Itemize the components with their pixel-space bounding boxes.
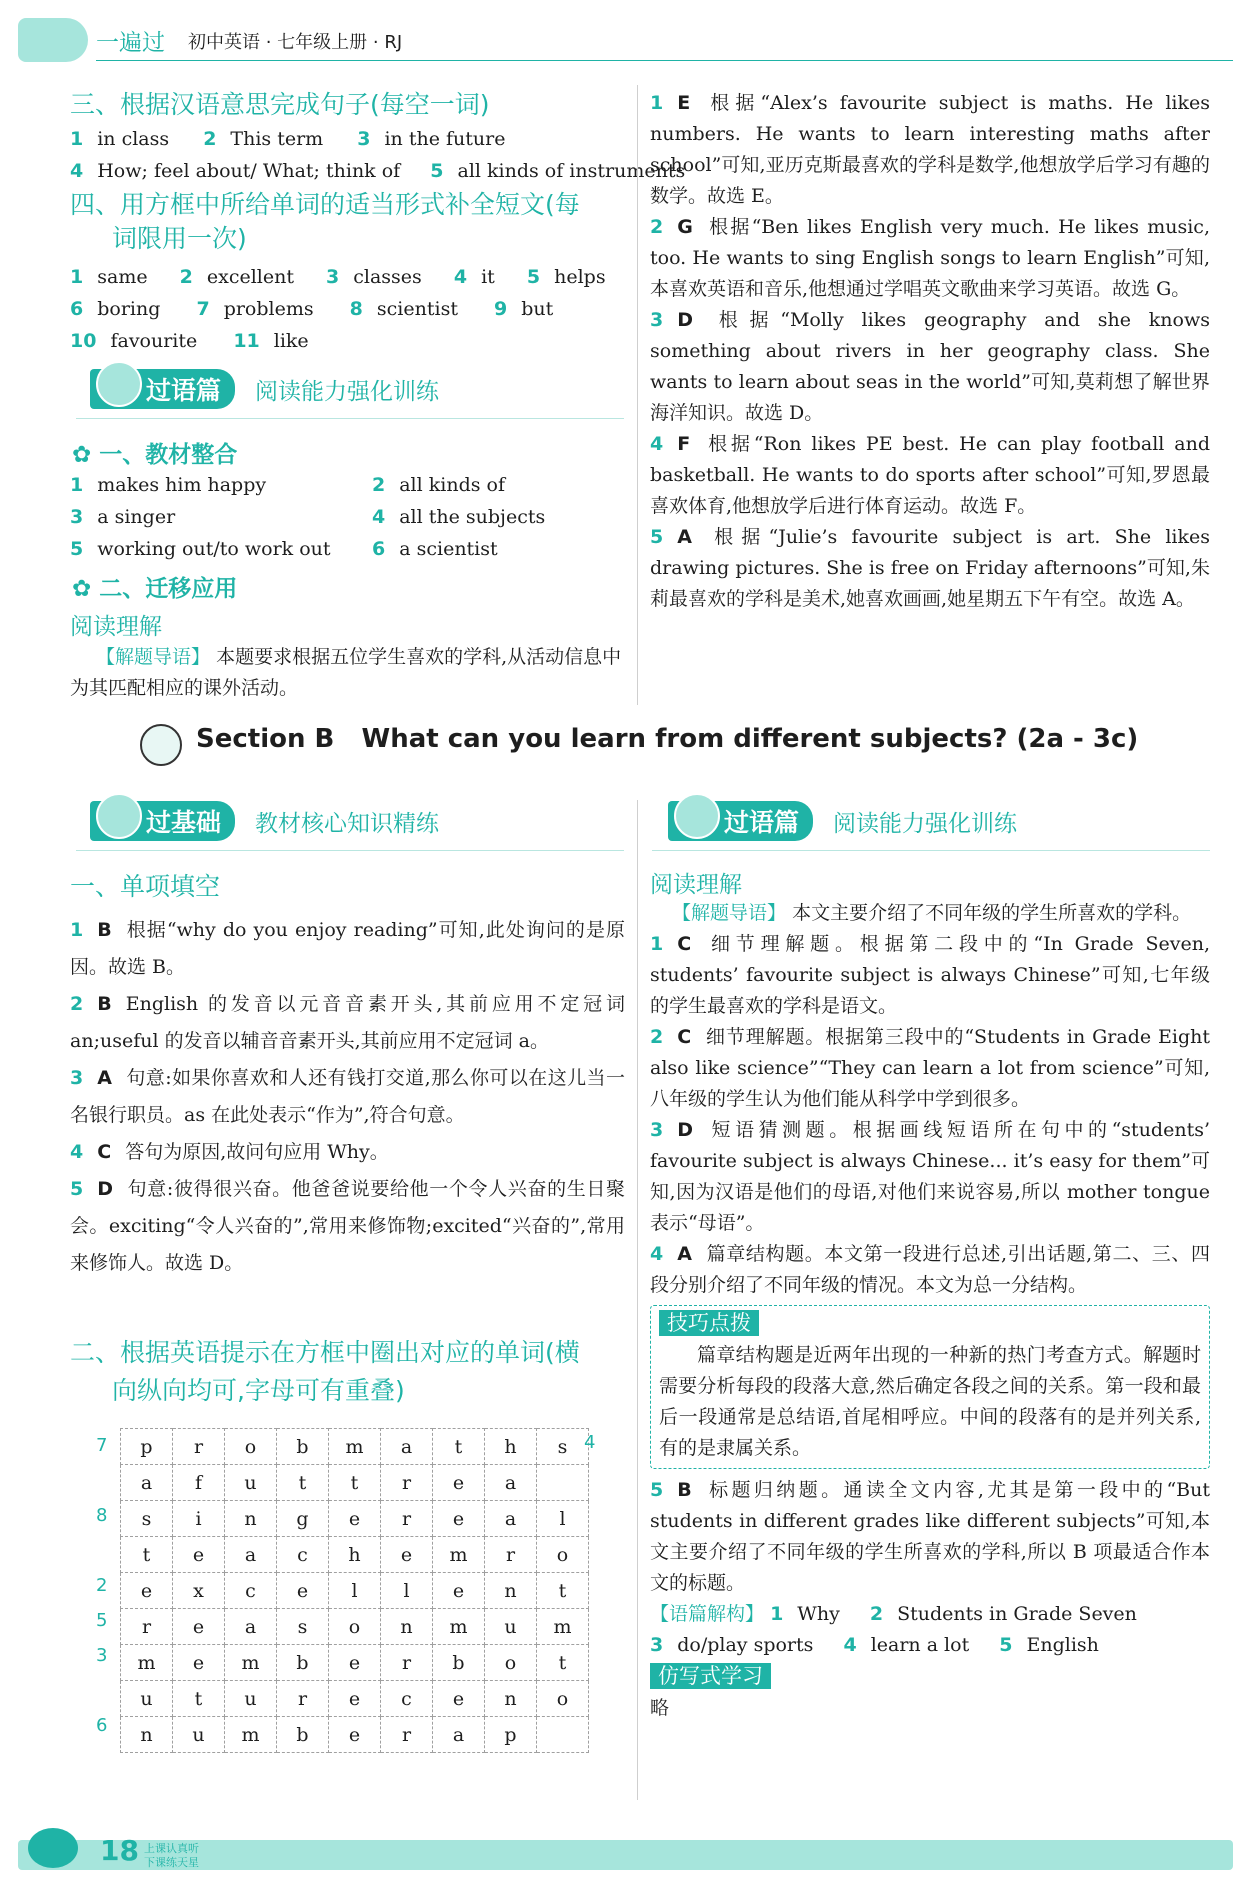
sub-transfer: ✿ 二、迁移应用 (72, 576, 238, 602)
grid-cell: p (485, 1717, 537, 1753)
grid-row (121, 1429, 589, 1465)
grid-cell: m (537, 1609, 589, 1645)
right-top-items (650, 88, 1210, 615)
grid-cell: t (537, 1645, 589, 1681)
grid-row (121, 1681, 589, 1717)
answer-item: 5 D 句意:彼得很兴奋。他爸爸说要给他一个令人兴奋的生日聚会。exciting“令人兴奋的”,常用来修饰物;excited“兴奋的”,常用来修饰人。故选 D。 (70, 1178, 625, 1274)
single-choice-title: 一、单项填空 (70, 872, 221, 901)
grid-cell: r (277, 1681, 329, 1717)
reading-title: 阅读理解 (650, 872, 742, 898)
grid-cell: e (381, 1537, 433, 1573)
grid-cell: l (329, 1573, 381, 1609)
grid-cell: a (485, 1465, 537, 1501)
grid-row (121, 1645, 589, 1681)
page-header (18, 18, 1233, 62)
answer-item: 3 A 句意:如果你喜欢和人还有钱打交道,那么你可以在这儿当一名银行职员。as 在此处表示“作为”,符合句意。 (70, 1067, 625, 1126)
section-4-title-2: 词限用一次) (112, 224, 247, 253)
header-brand: 一遍过 (96, 30, 165, 56)
grid-cell: e (433, 1465, 485, 1501)
grid-cell: h (485, 1429, 537, 1465)
grid-cell: l (381, 1573, 433, 1609)
grid-cell: t (329, 1465, 381, 1501)
grid-cell: c (381, 1681, 433, 1717)
mascot-icon (96, 361, 142, 407)
grid-cell: e (329, 1681, 381, 1717)
answer-item: 2 C 细节理解题。根据第三段中的“Students in Grade Eight also like science”“They can learn a lot from science”可知,八年级的学生认为他们能从科学中学到很多。 (650, 1026, 1210, 1110)
grid-cell: a (433, 1717, 485, 1753)
grid-row (121, 1537, 589, 1573)
grid-cell: o (537, 1537, 589, 1573)
page-number: 18 (100, 1834, 139, 1867)
grid-cell: t (537, 1573, 589, 1609)
grid-row (121, 1717, 589, 1753)
grid-cell: e (433, 1681, 485, 1717)
column-divider-bottom (637, 800, 638, 1800)
grid-cell: m (121, 1645, 173, 1681)
answer-item: 2 G 根据“Ben likes English very much. He likes music, too. He wants to sing English songs to learn English”可知,本喜欢英语和音乐,他想通过学唱英文歌曲来学习英语。故选 G。 (650, 216, 1210, 300)
grid-cell: t (173, 1681, 225, 1717)
grid-row (121, 1609, 589, 1645)
grid-cell: m (433, 1609, 485, 1645)
grid-cell: b (277, 1429, 329, 1465)
grid-cell: g (277, 1501, 329, 1537)
sec4-line2: 6 boring 7 problems 8 scientist 9 but (70, 298, 554, 320)
grid-right-label: 4 (584, 1432, 596, 1453)
sec3-line2: 4 How; feel about/ What; think of 5 all kinds of instruments (70, 160, 686, 182)
section-4-title-1: 四、用方框中所给单词的适当形式补全短文(每 (70, 190, 580, 219)
page-footer (18, 1834, 1233, 1870)
answer-item: 3 D 根据“Molly likes geography and she knows something about rivers in her geography class. She wants to learn about seas in the world”可知,莫莉想了解世界海洋知识。故选 D。 (650, 309, 1210, 424)
grid-cell: o (225, 1429, 277, 1465)
grid-cell: t (433, 1429, 485, 1465)
integ-row2: 3 a singer 4 all the subjects (70, 506, 546, 528)
tips-title: 技巧点拨 (659, 1310, 759, 1336)
tips-text: 篇章结构题是近两年出现的一种新的热门考查方式。解题时需要分析每段的段落大意,然后确定各段之间的关系。第一段和最后一段通常是总结语,首尾相呼应。中间的段落有的是并列关系,有的是隶属关系。 (659, 1344, 1201, 1459)
footer-mascot-icon (28, 1828, 78, 1868)
grid-cell: e (433, 1501, 485, 1537)
grid-cell: s (121, 1501, 173, 1537)
grid-row-label: 7 (96, 1435, 108, 1456)
writing-text: 略 (650, 1697, 670, 1719)
grid-cell (537, 1465, 589, 1501)
grid-cell: m (225, 1645, 277, 1681)
sec4-line1: 1 same 2 excellent 3 classes 4 it 5 helps (70, 266, 606, 288)
grid-cell: f (173, 1465, 225, 1501)
grid-cell: a (121, 1465, 173, 1501)
mascot-icon (674, 793, 720, 839)
answer-item: 5 B 标题归纳题。通读全文内容,尤其是第一段中的“But students in different grades like different subjects”可知,本文主要介绍了不同年级的学生所喜欢的学科,所以 B 项最适合作本文的标题。 (650, 1479, 1210, 1594)
grid-cell: r (121, 1609, 173, 1645)
grid-cell: e (121, 1573, 173, 1609)
grid-cell: l (537, 1501, 589, 1537)
answer-item: 4 F 根据“Ron likes PE best. He can play football and basketball. He wants to do sports after school”可知,罗恩最喜欢体育,他想放学后进行体育运动。故选 F。 (650, 433, 1210, 517)
grid-cell: t (277, 1465, 329, 1501)
grid-cell: e (173, 1537, 225, 1573)
grid-cell: s (537, 1429, 589, 1465)
grid-row-label (96, 1463, 107, 1498)
grid-cell: o (537, 1681, 589, 1717)
grid-cell: r (381, 1645, 433, 1681)
grid-cell: e (173, 1609, 225, 1645)
mascot-icon (140, 724, 182, 766)
grid-cell: e (173, 1645, 225, 1681)
grid-cell: r (381, 1717, 433, 1753)
grid-row-label: 8 (96, 1505, 108, 1526)
banner-rule (76, 418, 624, 419)
grid-cell: h (329, 1537, 381, 1573)
grid-cell: u (485, 1609, 537, 1645)
grid-row-label: 3 (96, 1645, 108, 1666)
flower-icon: ✿ (72, 576, 92, 602)
sec4-line3: 10 favourite 11 like (70, 330, 309, 352)
grid-cell: t (121, 1537, 173, 1573)
section-b-title: Section B What can you learn from different subjects? (2a - 3c) (140, 720, 1140, 766)
grid-cell: i (173, 1501, 225, 1537)
word-search-title-2: 向纵向均可,字母可有重叠) (112, 1376, 405, 1405)
grid-cell: r (381, 1501, 433, 1537)
grid-cell: b (433, 1645, 485, 1681)
grid-cell: b (277, 1717, 329, 1753)
grid-cell: e (433, 1573, 485, 1609)
grid-cell: n (225, 1501, 277, 1537)
sec3-line1: 1 in class 2 This term 3 in the future (70, 128, 506, 150)
grid-row-label: 5 (96, 1610, 108, 1631)
grid-cell: u (121, 1681, 173, 1717)
grid-cell: a (485, 1501, 537, 1537)
grid-cell: x (173, 1573, 225, 1609)
grid-cell: s (277, 1609, 329, 1645)
grid-cell: u (173, 1717, 225, 1753)
grid-cell: p (121, 1429, 173, 1465)
grid-cell: a (381, 1429, 433, 1465)
header-rule (96, 60, 1233, 61)
grid-cell: e (329, 1717, 381, 1753)
grid-cell: o (485, 1645, 537, 1681)
footer-slogan-1: 上课认真听 (144, 1842, 199, 1855)
guide-paragraph: 【解题导语】 本题要求根据五位学生喜欢的学科,从活动信息中为其匹配相应的课外活动。 (70, 646, 622, 699)
banner-rule (76, 850, 624, 851)
answer-item: 1 E 根据“Alex’s favourite subject is maths. He likes numbers. He wants to learn interesting maths after school”可知,亚历克斯最喜欢的学科是数学,他想放学后学习有趣的数学。故选 E。 (650, 92, 1210, 207)
section-3-title: 三、根据汉语意思完成句子(每空一词) (70, 90, 490, 119)
grid-row-label: 2 (96, 1575, 108, 1596)
grid-cell: n (381, 1609, 433, 1645)
guide-paragraph: 【解题导语】 本文主要介绍了不同年级的学生所喜欢的学科。 (672, 902, 1192, 924)
banner-rule (652, 850, 1210, 851)
grid-row (121, 1573, 589, 1609)
grid-cell: n (485, 1573, 537, 1609)
grid-cell: c (225, 1573, 277, 1609)
mascot-icon (96, 793, 142, 839)
right-bottom-content (650, 898, 1210, 1724)
grid-cell: b (277, 1645, 329, 1681)
sub-integration: ✿ 一、教材整合 (72, 442, 238, 468)
grid-cell: o (329, 1609, 381, 1645)
grid-row-label (96, 1673, 107, 1708)
grid-cell: e (277, 1573, 329, 1609)
answer-item: 4 C 答句为原因,故问句应用 Why。 (70, 1141, 389, 1163)
writing-title: 仿写式学习 (650, 1661, 1210, 1693)
banner-guoyupian-2: 过语篇 阅读能力强化训练 (668, 802, 1017, 840)
header-subtitle: 初中英语 · 七年级上册 · RJ (188, 32, 403, 53)
column-divider-top (637, 85, 638, 705)
single-choice-items (70, 912, 625, 1282)
grid-cell: u (225, 1681, 277, 1717)
grid-cell: m (225, 1717, 277, 1753)
answer-item: 1 C 细节理解题。根据第二段中的“In Grade Seven, students’ favourite subject is always Chinese”可知,七年级的学生最喜欢的学科是语文。 (650, 933, 1210, 1017)
analysis-line-2: 3 do/play sports 4 learn a lot 5 English (650, 1634, 1099, 1656)
footer-slogan-2: 下课练天星 (144, 1856, 199, 1869)
tips-box (650, 1305, 1210, 1469)
answer-item: 4 A 篇章结构题。本文第一段进行总述,引出话题,第二、三、四段分别介绍了不同年级的情况。本文为总一分结构。 (650, 1243, 1210, 1296)
mascot-logo-icon (18, 18, 88, 62)
grid-row-labels (96, 1428, 107, 1743)
grid-cell: e (329, 1645, 381, 1681)
grid-row-label (96, 1533, 107, 1568)
banner-guojichu: 过基础 教材核心知识精练 (90, 802, 439, 840)
word-search-title-1: 二、根据英语提示在方框中圈出对应的单词(横 (70, 1338, 580, 1367)
grid-cell: r (381, 1465, 433, 1501)
word-search-grid (120, 1428, 589, 1753)
grid-cell: m (433, 1537, 485, 1573)
grid-cell: n (121, 1717, 173, 1753)
grid-cell: n (485, 1681, 537, 1717)
grid-cell: a (225, 1609, 277, 1645)
grid-cell: u (225, 1465, 277, 1501)
reading-title: 阅读理解 (70, 614, 162, 640)
integ-row1: 1 makes him happy 2 all kinds of (70, 474, 506, 496)
grid-row-label: 6 (96, 1715, 108, 1736)
analysis-line-1: 【语篇解构】 1 Why 2 Students in Grade Seven (650, 1603, 1137, 1625)
banner-guoyupian-1: 过语篇 阅读能力强化训练 (90, 370, 439, 408)
flower-icon: ✿ (72, 442, 92, 468)
grid-row (121, 1501, 589, 1537)
grid-cell: a (225, 1537, 277, 1573)
grid-row (121, 1465, 589, 1501)
grid-cell (537, 1717, 589, 1753)
answer-item: 3 D 短语猜测题。根据画线短语所在句中的“students’ favourite subject is always Chinese... it’s easy for them”可知,因为汉语是他们的母语,对他们来说容易,所以 mother tongue 表示“母语”。 (650, 1119, 1210, 1234)
answer-item: 2 B English 的发音以元音音素开头,其前应用不定冠词 an;useful 的发音以辅音音素开头,其前应用不定冠词 a。 (70, 993, 625, 1052)
answer-item: 5 A 根据“Julie’s favourite subject is art. She likes drawing pictures. She is free on Friday afternoons”可知,朱莉最喜欢的学科是美术,她喜欢画画,她星期五下午有空。故选 A。 (650, 526, 1210, 610)
answer-item: 1 B 根据“why do you enjoy reading”可知,此处询问的是原因。故选 B。 (70, 919, 625, 978)
grid-cell: e (329, 1501, 381, 1537)
grid-cell: r (173, 1429, 225, 1465)
integ-row3: 5 working out/to work out 6 a scientist (70, 538, 498, 560)
grid-cell: r (485, 1537, 537, 1573)
grid-cell: m (329, 1429, 381, 1465)
grid-cell: c (277, 1537, 329, 1573)
